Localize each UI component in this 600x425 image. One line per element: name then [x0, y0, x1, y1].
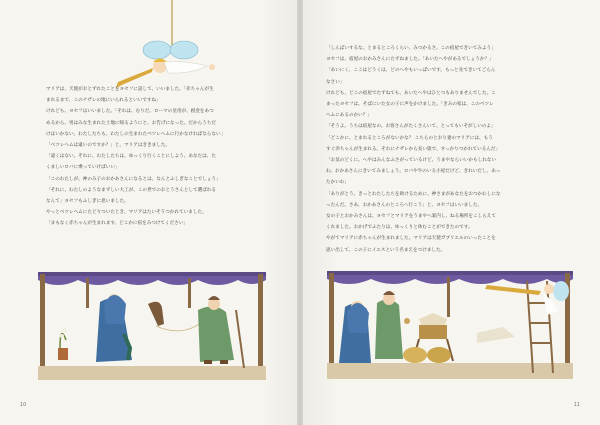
right-line-12: わ。おかあさんにきいてみましょう。ロバや牛のいる小屋だけど、きれいだし、あっ	[326, 169, 501, 175]
right-line-15: ったんだ。さあ、おかあさんのところへ行こう」と、ヨセフはいいました。	[326, 202, 483, 208]
right-body-text	[326, 43, 578, 256]
right-line-4: なさい」	[326, 79, 345, 85]
right-line-1: 「しんぱいするな。とまるところくらい、みつかるさ。この宿屋できいてみよう」	[326, 46, 496, 51]
right-line-19: 思い出して、この子にイエスという名まえをつけました。	[326, 247, 446, 253]
left-line-4: めるから、男はみな生まれた土地に帰るようにと、お告げになった。だからうちだ	[46, 120, 216, 126]
left-line-13: 「まもなく赤ちゃんが生まれます。どこかに宿をみつけてください」	[46, 221, 188, 227]
left-line-11: なんて」ヨセフもふしぎに思いました。	[46, 199, 129, 205]
right-line-5: けれども、どこの宿屋でたずねても、あいたへやはひとつもありませんでした。こ	[326, 90, 496, 96]
right-line-13: たかいわ」	[326, 180, 349, 186]
left-page	[0, 0, 297, 425]
left-line-9: 「このわたしが、神のみ子のおかあさんになるとは、なんとふしぎなことでしょう」	[46, 176, 221, 182]
right-line-6: まったヨセフは、そばにいた女の子に声をかけました。「きみの家は、このベツレ	[326, 102, 494, 108]
left-line-1: マリアは、天使がおとずれたことをヨセフに話して、いいました。「赤ちゃんが生	[46, 87, 214, 92]
right-line-2: ヨセフは、宿屋のおかみさんにたずねました。「あいたへやがあるでしょうか？」	[326, 57, 494, 63]
right-line-14: 「ありがとう。きっとわたしたちを助けるために、神さまがあなたをおつかわしにな	[326, 191, 501, 197]
left-body-text	[46, 84, 278, 230]
left-line-10: 「それに、わたしのようなまずしい大工が、この世でのおとうさんとして選ばれる	[46, 187, 216, 193]
left-line-3: けれども、ヨセフはいいました。「それは、むりだ。ローマの皇帝が、税金をあつ	[46, 109, 214, 115]
nativity-illustration	[327, 263, 573, 379]
page-number: 11	[573, 402, 580, 408]
right-line-3: 「あいにく、ここはどうくは、どのへやもいっぱいです。もっと先できいてごらん	[326, 68, 496, 74]
right-line-9: 「どこかに、とまれるところがないかな？ こちらのとおり妻のマリアには、もう	[326, 135, 493, 141]
right-line-11: 「お気のどくに。へやはみんなふさがっているけど、うまやならいいかもしれない	[326, 158, 496, 164]
left-line-12: やっとベツレヘムにたどりついたとき、マリアはたいそうつかれていました。	[46, 210, 207, 216]
right-line-17: くれました。おかげでふたりは、ゆっくりと休むことができたのです。	[326, 225, 473, 231]
left-line-2: まれるまで、このナザレの地にいられるといいですね」	[46, 98, 161, 104]
right-line-8: 「そうよ。うちは宿屋なの。お客さんがたくさんいて、とってもいそがしいのよ」	[326, 124, 496, 130]
left-line-5: けはいかない。わたしたちも、わたしの生まれたベツレヘムに行かなければならない」	[46, 131, 226, 137]
journey-illustration	[38, 264, 266, 380]
left-line-8: くましいロバに乗っていけばいい」	[46, 165, 120, 171]
page-number: 10	[20, 402, 27, 408]
right-line-10: すぐ赤ちゃんが生まれる。それにナザレから長い旅で、すっかりつかれているんだ」	[326, 146, 501, 152]
left-line-6: 「ベツレヘムは遠いのですか？」と、マリアはききました。	[46, 143, 171, 149]
right-line-7: ヘムにあるのかい？」	[326, 113, 372, 119]
left-line-7: 「遠くはない。それに、わたしたちは、ゆっくり行くことにしよう。あなたは、た	[46, 154, 216, 160]
angel-illustration	[112, 0, 222, 95]
right-page	[303, 0, 600, 425]
right-line-18: やがてマリアに赤ちゃんが生まれました。マリアは天使ガブリエルのいったことを	[326, 236, 496, 242]
right-line-16: 女の子とおかみさんは、ヨセフとマリアをうまやへ案内し、ねる場所をこしらえて	[326, 214, 496, 220]
